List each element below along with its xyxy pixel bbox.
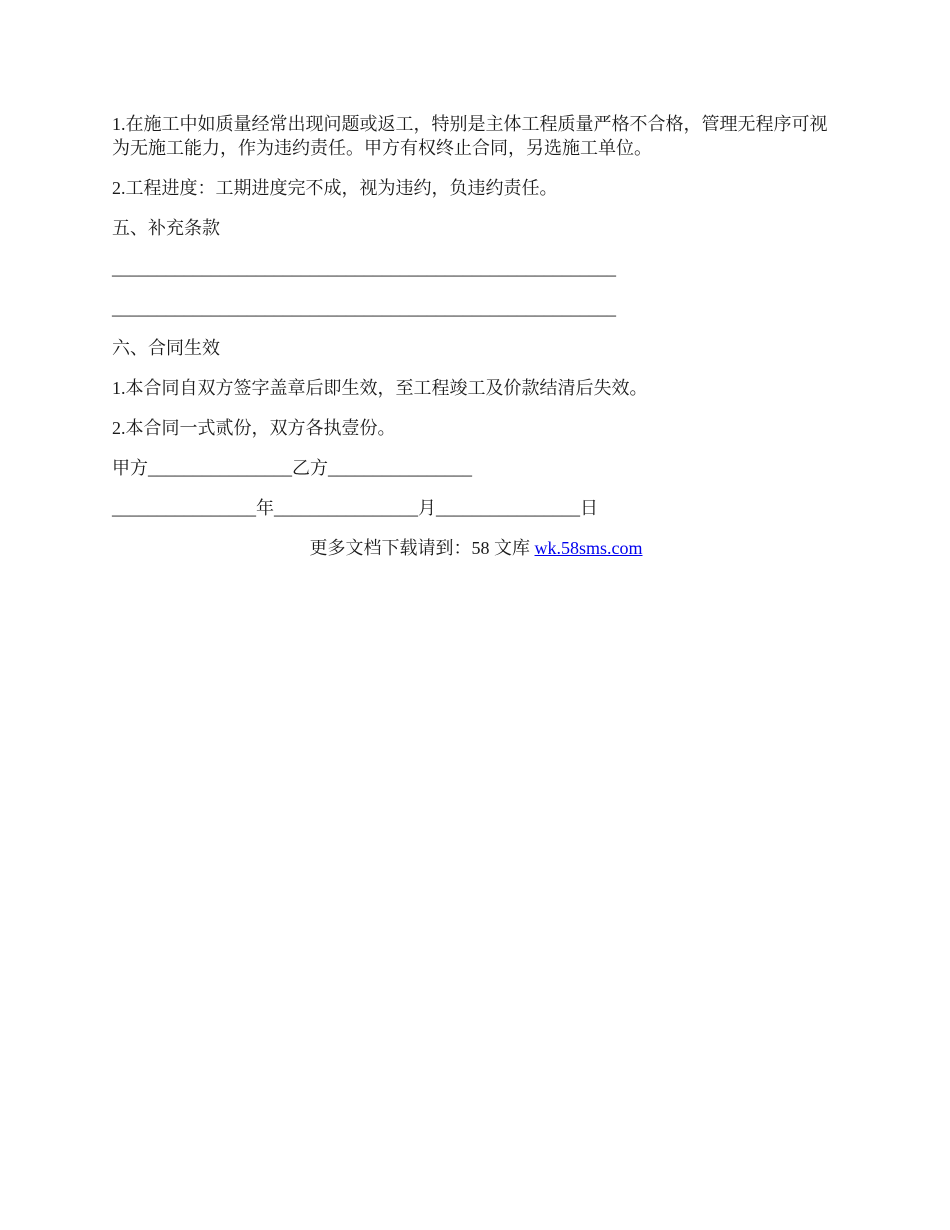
blank-line-2: ________________________________________________________ (112, 298, 616, 318)
signature-line: 甲方________________乙方________________ (112, 458, 472, 478)
clause-copies: 2.本合同一式贰份，双方各执壹份。 (112, 418, 396, 438)
clause-schedule-breach: 2.工程进度：工期进度完不成，视为违约，负违约责任。 (112, 178, 558, 198)
document-page (112, 112, 840, 576)
section-heading-effectiveness: 六、合同生效 (112, 338, 220, 358)
clause-effective-date: 1.本合同自双方签字盖章后即生效，至工程竣工及价款结清后失效。 (112, 378, 648, 398)
footer-link[interactable]: wk.58sms.com (534, 538, 643, 558)
footer-prefix: 更多文档下载请到：58 文库 (309, 538, 535, 558)
section-heading-supplementary: 五、补充条款 (112, 218, 220, 238)
clause-quality-breach: 1.在施工中如质量经常出现问题或返工，特别是主体工程质量严格不合格，管理无程序可视为无施工能力，作为违约责任。甲方有权终止合同，另选施工单位。 (112, 114, 828, 158)
footer-download-note (112, 536, 840, 560)
date-line: ________________年________________月________________日 (112, 498, 598, 518)
blank-line-1: ________________________________________________________ (112, 258, 616, 278)
